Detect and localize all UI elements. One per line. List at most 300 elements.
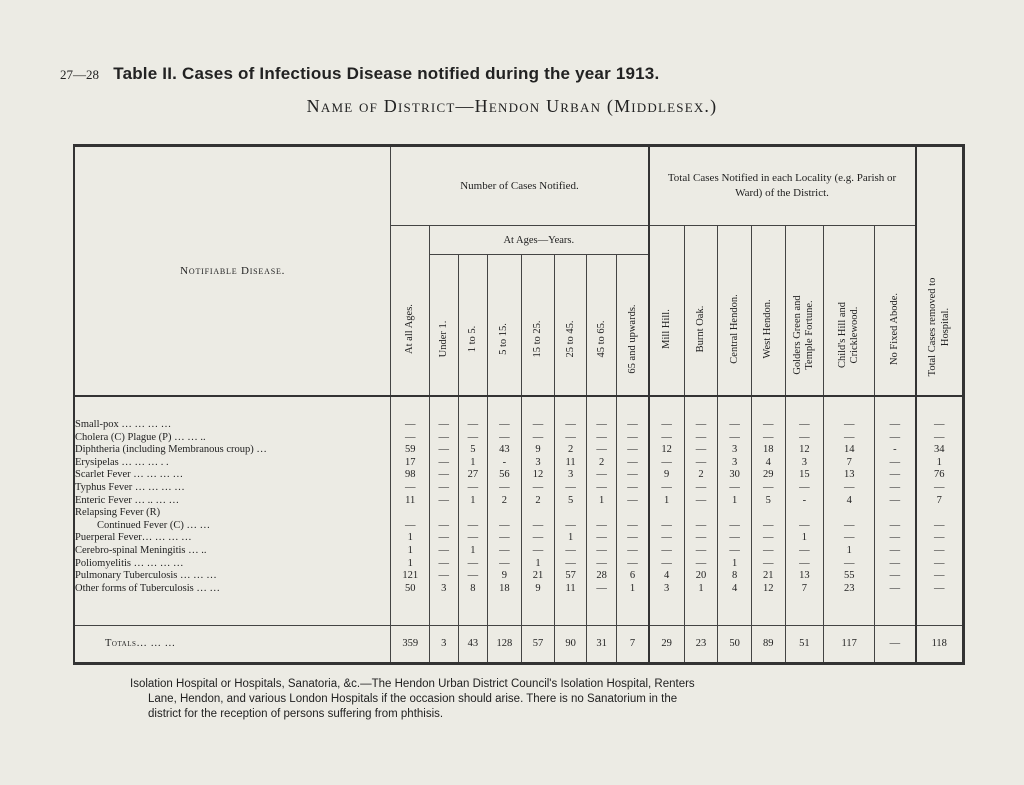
table-cell: — [391,432,430,445]
table-cell [521,507,555,520]
hospital-header: Total Cases removed to Hospital. [916,146,964,397]
disease-name: Cerebro-spinal Meningitis … .. [75,544,207,556]
table-row [74,520,964,533]
disease-name: Puerperal Fever… … … … [75,532,192,544]
table-cell: 50 [391,583,430,596]
table-cell: — [488,482,522,495]
table-cell: 29 [751,469,785,482]
table-cell: — [785,558,824,571]
table-cell [718,507,752,520]
row-spacer [74,595,964,626]
table-cell: 7 [916,495,964,508]
table-cell: — [458,419,488,432]
table-cell: 3 [430,583,459,596]
table-cell: — [875,482,916,495]
table-cell: — [718,432,752,445]
age-1-to-5: 1 to 5. [458,255,488,397]
table-cell: — [488,545,522,558]
table-cell: — [649,545,685,558]
table-cell: 98 [391,469,430,482]
table-cell: — [649,432,685,445]
table-row [74,583,964,596]
table-cell [916,507,964,520]
locality-central-hendon: Central Hendon. [718,226,752,397]
all-ages-header: At all Ages. [391,226,430,397]
table-cell: — [555,482,587,495]
table-cell: — [684,558,718,571]
table-cell: — [617,532,649,545]
table-cell: — [521,419,555,432]
table-cell: - [785,495,824,508]
table-cell: 34 [916,444,964,457]
disease-name: Totals… … … [74,626,391,664]
table-cell: 57 [521,626,555,664]
table-cell: 90 [555,626,587,664]
table-cell: — [684,532,718,545]
table-cell: 3 [555,469,587,482]
table-cell: 7 [824,457,875,470]
table-cell: — [875,520,916,533]
table-cell: — [521,545,555,558]
table-cell: — [430,558,459,571]
table-cell: 121 [391,570,430,583]
table-cell: — [586,532,617,545]
table-cell: 2 [555,444,587,457]
table-cell: — [684,482,718,495]
table-cell: — [586,419,617,432]
table-cell: — [458,432,488,445]
table-cell: — [488,419,522,432]
table-cell: — [430,545,459,558]
table-cell: 11 [555,583,587,596]
age-under-1: Under 1. [430,255,459,397]
table-cell: — [430,419,459,432]
table-cell: — [875,545,916,558]
totals-row [74,626,964,664]
disease-name: Other forms of Tuberculosis … … [75,582,220,594]
table-cell: — [751,419,785,432]
table-cell: 9 [649,469,685,482]
table-cell: — [617,545,649,558]
table-cell: — [875,583,916,596]
table-cell: 1 [649,495,685,508]
locality-golders-green: Golders Green and Temple Fortune. [785,226,824,397]
table-cell: — [488,532,522,545]
table-cell: 18 [488,583,522,596]
table-cell: — [391,482,430,495]
table-row [74,507,964,520]
table-cell: — [586,558,617,571]
age-15-to-25: 15 to 25. [521,255,555,397]
disease-table [73,144,965,665]
table-cell: 1 [458,495,488,508]
table-cell: — [649,419,685,432]
table-cell [617,507,649,520]
table-cell: — [617,444,649,457]
table-row [74,444,964,457]
table-cell: — [430,432,459,445]
table-title: Table II. Cases of Infectious Disease notified during the year 1913. [113,64,660,83]
table-cell: 89 [751,626,785,664]
table-cell [785,507,824,520]
table-cell: — [430,570,459,583]
table-cell: 21 [521,570,555,583]
table-cell: 1 [785,532,824,545]
table-cell: 43 [488,444,522,457]
table-cell: — [586,432,617,445]
table-cell: — [684,545,718,558]
table-cell: 7 [785,583,824,596]
table-cell: — [488,558,522,571]
table-cell: — [488,432,522,445]
table-cell: — [488,520,522,533]
table-cell: 13 [824,469,875,482]
table-cell [751,507,785,520]
table-cell: 13 [785,570,824,583]
table-cell: 30 [718,469,752,482]
table-cell: — [430,444,459,457]
disease-column-header: Notifiable Disease. [74,146,391,397]
table-cell: 57 [555,570,587,583]
table-cell: — [916,419,964,432]
table-cell: — [718,520,752,533]
table-cell: 2 [488,495,522,508]
table-cell: — [718,532,752,545]
table-cell: 4 [824,495,875,508]
table-cell: 1 [391,532,430,545]
table-row [74,495,964,508]
table-cell: — [521,520,555,533]
table-cell: — [430,532,459,545]
footnote-line-3: district for the reception of persons suffering from phthisis. [148,708,444,720]
age-45-to-65: 45 to 65. [586,255,617,397]
disease-name: Scarlet Fever … … … … [75,469,184,481]
table-cell: — [875,558,916,571]
table-cell: — [555,545,587,558]
table-cell: 55 [824,570,875,583]
table-cell: — [824,532,875,545]
table-cell: 1 [521,558,555,571]
table-cell: — [555,558,587,571]
table-cell: 359 [391,626,430,664]
table-cell [875,507,916,520]
table-cell: 15 [785,469,824,482]
table-cell: — [684,520,718,533]
table-cell: 4 [718,583,752,596]
table-cell: 12 [785,444,824,457]
table-cell: — [617,469,649,482]
table-cell: 2 [521,495,555,508]
district-subtitle: Name of District—Hendon Urban (Middlesex.) [306,96,718,116]
locality-no-fixed-abode: No Fixed Abode. [875,226,916,397]
table-cell [458,507,488,520]
disease-name: Diphtheria (including Membranous croup) … [75,444,267,456]
locality-mill-hill: Mill Hill. [649,226,685,397]
table-cell: — [430,457,459,470]
disease-name: Poliomyelitis … … … … [75,557,184,569]
table-cell: 1 [718,495,752,508]
ages-group-header: At Ages—Years. [430,226,649,255]
table-cell: — [785,482,824,495]
table-cell: — [555,432,587,445]
table-cell: 1 [718,558,752,571]
table-cell: — [391,520,430,533]
table-cell: 12 [649,444,685,457]
table-cell: 3 [718,457,752,470]
table-cell: — [617,419,649,432]
table-cell: — [916,583,964,596]
table-cell: — [824,482,875,495]
table-cell: 9 [488,570,522,583]
table-cell: 27 [458,469,488,482]
table-cell: 8 [718,570,752,583]
table-cell: 2 [684,469,718,482]
table-cell: — [824,419,875,432]
table-cell: 59 [391,444,430,457]
table-cell: 14 [824,444,875,457]
table-cell: — [751,545,785,558]
table-cell: 2 [586,457,617,470]
table-cell: 11 [391,495,430,508]
table-cell: — [751,520,785,533]
table-cell: 21 [751,570,785,583]
disease-name: Erysipelas … … … . . [75,456,169,468]
table-cell: — [649,520,685,533]
table-cell: 3 [521,457,555,470]
table-cell: - [488,457,522,470]
age-65-upwards: 65 and upwards. [617,255,649,397]
table-row [74,545,964,558]
table-cell: 12 [521,469,555,482]
footnote-line-2: Lane, Hendon, and various London Hospitals if the occasion should arise. There is no Sanatorium in the [148,693,678,705]
table-cell: — [785,432,824,445]
table-cell: — [916,545,964,558]
disease-name: Pulmonary Tuberculosis … … … [75,570,217,582]
table-cell [555,507,587,520]
table-cell: — [521,482,555,495]
table-cell: 3 [430,626,459,664]
table-cell: — [785,419,824,432]
table-cell: 3 [649,583,685,596]
table-row [74,482,964,495]
table-cell: — [751,432,785,445]
table-cell: — [586,469,617,482]
table-cell: — [617,495,649,508]
table-cell: — [617,520,649,533]
page-heading [60,64,960,84]
table-cell: — [785,545,824,558]
disease-name: Cholera (C) Plague (P) … … .. [75,431,206,443]
table-cell: — [586,482,617,495]
table-cell: — [649,482,685,495]
table-cell [586,507,617,520]
disease-name: Small-pox … … … … [75,419,172,430]
disease-name: Enteric Fever … .. … … [75,494,180,506]
table-cell: — [521,432,555,445]
table-cell: — [875,495,916,508]
table-cell: — [875,457,916,470]
table-cell: 1 [391,558,430,571]
table-cell: 117 [824,626,875,664]
table-cell: 51 [785,626,824,664]
cases-group-header: Number of Cases Notified. [391,146,649,226]
table-cell: 5 [751,495,785,508]
table-cell: 28 [586,570,617,583]
table-cell: 1 [684,583,718,596]
table-cell: 1 [586,495,617,508]
table-cell: — [916,570,964,583]
table-cell: — [916,520,964,533]
footnote [130,677,930,722]
table-cell [684,507,718,520]
table-cell: — [916,558,964,571]
page-number: 27—28 [60,67,99,82]
table-cell: 18 [751,444,785,457]
table-cell: 8 [458,583,488,596]
table-cell: — [875,469,916,482]
table-cell: — [430,520,459,533]
table-row [74,469,964,482]
table-cell [649,507,685,520]
table-cell: — [430,495,459,508]
table-cell: — [586,444,617,457]
table-cell: — [586,583,617,596]
table-cell: 1 [824,545,875,558]
table-cell: 118 [916,626,964,664]
table-row [74,532,964,545]
table-cell: 128 [488,626,522,664]
table-cell: — [430,469,459,482]
table-cell: — [649,457,685,470]
table-cell: — [458,570,488,583]
table-cell: — [916,532,964,545]
disease-name: Typhus Fever … … … … [75,481,185,493]
table-cell: — [458,532,488,545]
table-cell: — [718,419,752,432]
table-cell: — [684,432,718,445]
table-cell: 9 [521,583,555,596]
table-cell: — [684,495,718,508]
table-cell: — [751,532,785,545]
table-cell: 20 [684,570,718,583]
table-cell: 23 [824,583,875,596]
table-cell: 31 [586,626,617,664]
table-cell: — [586,545,617,558]
locality-west-hendon: West Hendon. [751,226,785,397]
table-cell: 1 [555,532,587,545]
table-cell: 23 [684,626,718,664]
table-cell: 76 [916,469,964,482]
table-cell: 1 [916,457,964,470]
table-cell: — [684,419,718,432]
table-cell: 43 [458,626,488,664]
table-cell: 5 [458,444,488,457]
table-cell [391,507,430,520]
locality-burnt-oak: Burnt Oak. [684,226,718,397]
table-cell: — [458,520,488,533]
table-cell: 1 [458,545,488,558]
table-cell: 17 [391,457,430,470]
table-cell [430,507,459,520]
table-cell: — [617,432,649,445]
table-cell: — [718,545,752,558]
footnote-line-1: Isolation Hospital or Hospitals, Sanatoria, &c.—The Hendon Urban District Council's Isolation Hospital, Renters [130,678,695,690]
locality-group-header: Total Cases Notified in each Locality (e.g. Parish or Ward) of the District. [649,146,916,226]
table-cell: 3 [718,444,752,457]
disease-name: Relapsing Fever (R) [75,507,161,519]
table-cell: — [751,482,785,495]
table-cell: — [785,520,824,533]
age-5-to-15: 5 to 15. [488,255,522,397]
table-cell: — [875,419,916,432]
table-row [74,432,964,445]
table-cell: 5 [555,495,587,508]
table-cell: 29 [649,626,685,664]
table-cell: — [875,432,916,445]
table-cell: — [916,482,964,495]
table-cell [824,507,875,520]
table-cell: 4 [751,457,785,470]
table-cell: 1 [458,457,488,470]
table-cell: — [617,482,649,495]
table-cell: — [751,558,785,571]
table-cell: — [391,419,430,432]
table-row [74,457,964,470]
table-cell: 7 [617,626,649,664]
table-row [74,558,964,571]
table-cell: 9 [521,444,555,457]
age-25-to-45: 25 to 45. [555,255,587,397]
table-cell [488,507,522,520]
row-spacer [74,396,964,419]
table-cell: — [875,570,916,583]
table-cell: — [617,558,649,571]
table-cell: — [555,419,587,432]
table-cell: — [430,482,459,495]
table-cell: — [824,558,875,571]
table-cell: 1 [391,545,430,558]
locality-childs-hill: Child's Hill and Cricklewood. [824,226,875,397]
table-cell: — [824,520,875,533]
table-cell: 6 [617,570,649,583]
table-row [74,570,964,583]
table-cell: — [555,520,587,533]
table-cell: — [617,457,649,470]
table-cell: 1 [617,583,649,596]
table-cell: 12 [751,583,785,596]
table-cell: — [824,432,875,445]
table-cell: — [875,626,916,664]
table-cell: — [521,532,555,545]
table-cell: — [586,520,617,533]
table-cell: — [458,482,488,495]
table-cell: — [684,444,718,457]
table-cell: 50 [718,626,752,664]
table-cell: 3 [785,457,824,470]
table-cell: - [875,444,916,457]
disease-name: Continued Fever (C) … … [97,519,211,531]
table-cell: — [684,457,718,470]
table-cell: — [916,432,964,445]
table-cell: — [649,558,685,571]
table-cell: 4 [649,570,685,583]
table-cell: — [458,558,488,571]
table-cell: — [875,532,916,545]
table-cell: — [649,532,685,545]
table-cell: 56 [488,469,522,482]
table-cell: 11 [555,457,587,470]
table-cell: — [718,482,752,495]
